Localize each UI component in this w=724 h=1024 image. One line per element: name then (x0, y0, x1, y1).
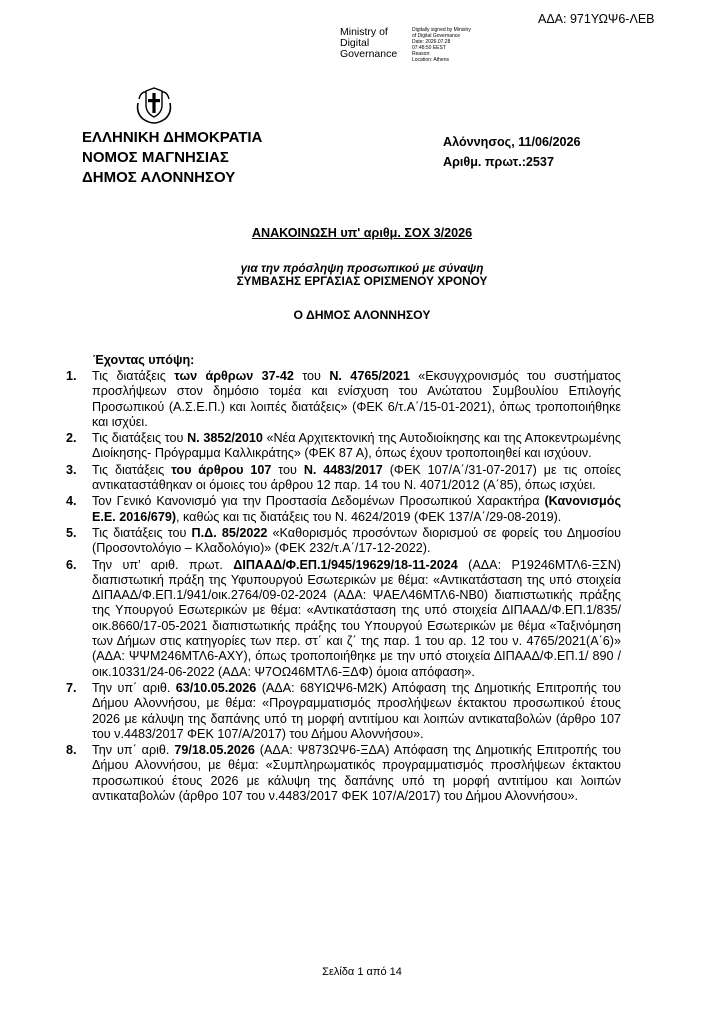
list-item-text: (ΑΔΑ: Ψ873ΩΨ6-ΞΔΑ) Απόφαση της Δημοτικής Επιτροπής του Δήμου Αλοννήσου, με θέμα: «Συμπληρωματικός προγραμματισμός προσλήψεων έκτακτου προσωπικού έτους 2026 με κάλυψη της δαπάνης υπό τη μορφή αντιτίμου και λοιπών αντικαταβολών (άρθρο 107 του ν.4483/2017 ΦΕΚ 107/Α/2017) του Δήμου Αλοννήσου». (92, 743, 621, 804)
list-item-text: Την υπ΄ αριθ. (92, 743, 175, 758)
list-item-emphasis: Ν. 3852/2010 (187, 431, 263, 446)
list-item-text: Τις διατάξεις του (92, 525, 192, 540)
list-item (63, 494, 621, 525)
list-item-emphasis: των άρθρων 37-42 (174, 369, 294, 383)
signature-ministry-line: Ministry of (340, 26, 388, 38)
list-item-text: , καθώς και τις διατάξεις του Ν. 4624/2019 (ΦΕΚ 137/Α΄/29-08-2019). (176, 509, 562, 524)
list-item (63, 431, 621, 462)
list-item (63, 743, 621, 804)
list-item-emphasis: του άρθρου 107 (171, 462, 272, 477)
list-item-text: Τις διατάξεις (92, 369, 175, 383)
list-item-number: 1. (66, 369, 77, 383)
list-item-text: «Καθορισμός προσόντων διορισμού σε φορείς του Δημοσίου (Προσοντολόγιο – Κλαδολόγιο)» (ΦΕΚ 232/τ.Α΄/17-12-2022). (92, 525, 621, 556)
list-item-number: 8. (66, 743, 77, 758)
issuer-prefecture: ΝΟΜΟΣ ΜΑΓΝΗΣΙΑΣ (82, 149, 229, 166)
list-item-emphasis: Ν. 4765/2021 (329, 369, 410, 383)
list-item-text: του (271, 462, 304, 477)
list-item-text: (ΑΔΑ: 68ΥΙΩΨ6-Μ2Κ) Απόφαση της Δημοτικής Επιτροπής του Δήμου Αλοννήσου, με θέμα: «Προγραμματισμός προσλήψεων έκτακτου προσωπικού έτους 2026 με κάλυψη της δαπάνης υπό τη μορφή αντιτίμου και λοιπών αντικαταβολών (άρθρο 107 του ν.4483/2017 ΦΕΚ 107/Α/2017) του Δήμου Αλοννήσου». (92, 680, 621, 741)
list-item-number: 5. (66, 525, 77, 540)
signature-detail-line: Reason: (412, 51, 431, 57)
signature-detail-line: of Digital Governance (412, 33, 461, 39)
issuer-block (82, 128, 262, 188)
signature-detail-line: 07:48:50 EEST (412, 45, 446, 51)
signature-detail-line: Digitally signed by Ministry (412, 27, 471, 33)
announcement-subtitle: για την πρόσληψη προσωπικού με σύναψη (240, 261, 484, 275)
list-item-text: (ΦΕΚ 107/Α΄/31-07-2017) με τις οποίες αντικαταστάθηκαν οι όμοιες του άρθρου 12 παρ. 14 του Ν. 4071/2012 (Α΄85), όπως ισχύει. (92, 462, 622, 493)
list-item-number: 7. (66, 680, 77, 695)
list-item-text: Τις διατάξεις (92, 462, 172, 477)
signature-details (412, 27, 492, 63)
list-item (63, 526, 621, 557)
protocol-number: Αριθμ. πρωτ.:2537 (443, 155, 554, 169)
page-number: Σελίδα 1 από 14 (322, 966, 402, 978)
place-date: Αλόννησος, 11/06/2026 (443, 135, 581, 149)
signature-ministry (340, 27, 406, 60)
list-item-text: «Νέα Αρχιτεκτονική της Αυτοδιοίκησης και της Αποκεντρωμένης Διοίκησης- Πρόγραμμα Καλλικράτης» (ΦΕΚ 87 Α), όπως έχουν τροποποιηθεί και ισχύουν. (92, 431, 622, 461)
issuing-authority: Ο ΔΗΜΟΣ ΑΛΟΝΝΗΣΟΥ (293, 308, 431, 322)
date-protocol-block (443, 132, 581, 172)
digital-signature (340, 27, 490, 67)
list-item-emphasis: Ν. 4483/2017 (303, 462, 383, 477)
list-item-number: 4. (66, 494, 77, 509)
list-item-emphasis: Π.Δ. 85/2022 (191, 525, 268, 540)
signature-detail-line: Date: 2026.07.28 (412, 39, 451, 45)
greek-coat-of-arms-icon (133, 85, 175, 125)
list-item-text: «Εκσυγχρονισμός του συστήματος προσλήψεων στον δημόσιο τομέα και ενίσχυση του Ανώτατου Συμβουλίου Επιλογής Προσωπικού (Α.Σ.Ε.Π.) και λοιπές διατάξεις» (ΦΕΚ 6/τ.Α΄/15-01-2021), όπως τροποποιήθηκε και ισχύει. (92, 369, 621, 429)
list-item-emphasis: ΔΙΠΑΑΔ/Φ.ΕΠ.1/945/19629/18-11-2024 (233, 557, 458, 572)
list-item (63, 681, 621, 742)
list-item-text: του (293, 369, 330, 383)
list-item-text: Την υπ΄ αριθ. (92, 680, 176, 695)
issuer-country: ΕΛΛΗΝΙΚΗ ΔΗΜΟΚΡΑΤΙΑ (82, 129, 263, 146)
announcement-title: ΑΝΑΚΟΙΝΩΣΗ υπ' αριθμ. ΣΟΧ 3/2026 (251, 226, 473, 240)
list-item (63, 558, 621, 680)
list-item-emphasis: 63/10.05.2026 (175, 680, 257, 695)
list-item-emphasis: 79/18.05.2026 (174, 743, 255, 758)
list-item-text: Τις διατάξεις του (92, 431, 188, 446)
list-item-number: 2. (66, 431, 77, 446)
signature-ministry-line: Digital (340, 37, 370, 49)
ada-code: ΑΔΑ: 971ΥΩΨ6-ΛΕΒ (538, 12, 655, 26)
signature-detail-line: Location: Athens (412, 57, 449, 63)
list-item-number: 6. (66, 557, 77, 572)
announcement-contract-type: ΣΥΜΒΑΣΗΣ ΕΡΓΑΣΙΑΣ ΟΡΙΣΜΕΝΟΥ ΧΡΟΝΟΥ (236, 274, 488, 288)
list-item-text: Την υπ’ αριθ. πρωτ. (92, 557, 234, 572)
having-considered-heading: Έχοντας υπόψη: (93, 353, 195, 367)
issuer-municipality: ΔΗΜΟΣ ΑΛΟΝΝΗΣΟΥ (82, 169, 236, 186)
list-item-emphasis: (Κανονισμός Ε.Ε. 2016/679) (92, 494, 621, 524)
list-item-number: 3. (66, 462, 77, 477)
considerations-list (63, 369, 621, 805)
list-item (63, 463, 621, 494)
list-item-text: (ΑΔΑ: Ρ19246ΜΤΛ6-ΞΣΝ) διαπιστωτική πράξη της Υφυπουργού Εσωτερικών με θέμα: «Αντικατάσταση της υπό στοιχεία ΔΙΠΑΑΔ/Φ.ΕΠ.1/941/οικ.2764/09-02-2024 (ΑΔΑ: ΨΑΕΛ46ΜΤΛ6-ΝΒ0) διαπιστωτικής πράξης της Υπουργού Εσωτερικών με θέμα: «Αντικατάσταση της υπό στοιχεία ΔΙΠΑΑΔ/Φ.ΕΠ.1/835/οικ.8660/17-05-2021 διαπιστωτικής πράξης του Υπουργού Εσωτερικών με θέμα «Ταξινόμηση των Δήμων στις κατηγορίες των περ. στ΄ και ζ΄ της παρ. 1 του αρ. 12 του ν. 4765/2021(Α΄6)» (ΑΔΑ: ΨΨΜ246ΜΤΛ6-ΑΧΥ), όπως τροποποιήθηκε με την υπό στοιχεία ΔΙΠΑΑΔ/Φ.ΕΠ.1/ 890 /οικ.10331/24-06-2022 (ΑΔΑ: Ψ7ΟΩ46ΜΤΛ6-ΞΔΦ) όμοια απόφαση». (92, 557, 621, 679)
list-item (63, 369, 621, 430)
list-item-text: Τον Γενικό Κανονισμό για την Προστασία Δεδομένων Προσωπικού Χαρακτήρα (92, 494, 545, 509)
signature-ministry-line: Governance (340, 48, 398, 60)
